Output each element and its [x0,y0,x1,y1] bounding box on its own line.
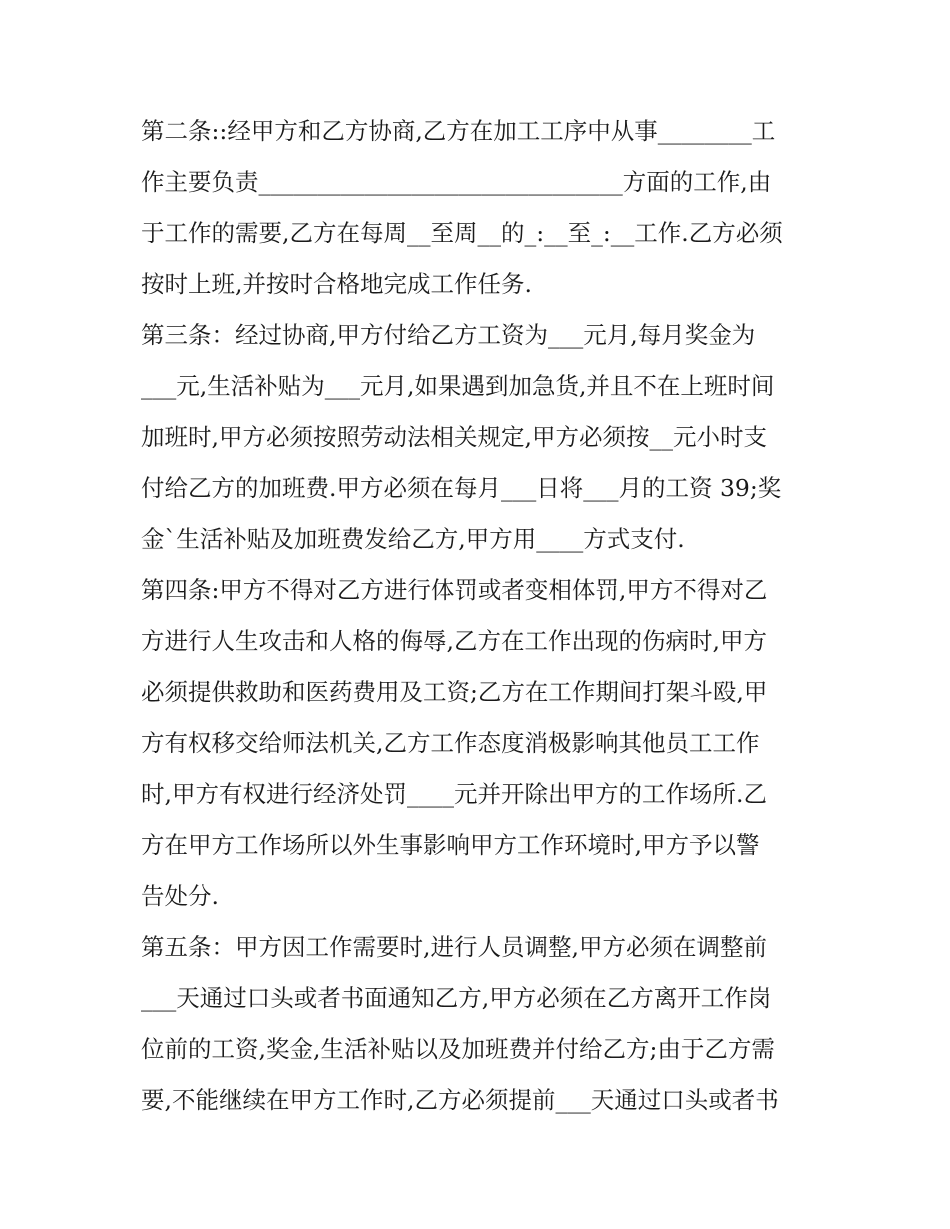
text-line: 时,甲方有权进行经济处罚____元并开除出甲方的工作场所.乙 [141,780,767,808]
text-line: 作主要负责_______________________________方面的工作,由 [141,168,772,196]
text-line: 付给乙方的加班费.甲方必须在每月___日将___月的工资 39;奖 [141,474,782,502]
text-line: 第四条:甲方不得对乙方进行体罚或者变相体罚,甲方不得对乙 [141,576,768,604]
text-line: 方在甲方工作场所以外生事影响甲方工作环境时,甲方予以警 [141,831,760,859]
text-line: 加班时,甲方必须按照劳动法相关规定,甲方必须按__元小时支 [141,423,767,451]
text-line: 方进行人生攻击和人格的侮辱,乙方在工作出现的伤病时,甲方 [141,627,767,655]
text-line: 第五条：甲方因工作需要时,进行人员调整,甲方必须在调整前 [141,933,767,961]
text-line: ___元,生活补贴为___元月,如果遇到加急货,并且不在上班时间 [141,372,775,400]
document-body [141,106,821,1126]
text-line: 方有权移交给师法机关,乙方工作态度消极影响其他员工工作 [141,729,760,757]
text-line: 要,不能继续在甲方工作时,乙方必须提前___天通过口头或者书 [141,1086,779,1114]
text-line: 位前的工资,奖金,生活补贴以及加班费并付给乙方;由于乙方需 [141,1035,775,1063]
text-line: 告处分. [141,882,219,910]
text-line: 金`生活补贴及加班费发给乙方,甲方用____方式支付. [141,525,685,553]
text-line: 按时上班,并按时合格地完成工作任务. [141,270,532,298]
text-line: ___天通过口头或者书面通知乙方,甲方必须在乙方离开工作岗 [141,984,772,1012]
text-line: 于工作的需要,乙方在每周__至周__的_:__至_:__工作.乙方必须 [141,219,783,247]
text-line: 第二条::经甲方和乙方协商,乙方在加工工序中从事________工 [141,117,776,145]
text-line: 第三条：经过协商,甲方付给乙方工资为___元月,每月奖金为 [141,321,756,349]
text-line: 必须提供救助和医药费用及工资;乙方在工作期间打架斗殴,甲 [141,678,768,706]
